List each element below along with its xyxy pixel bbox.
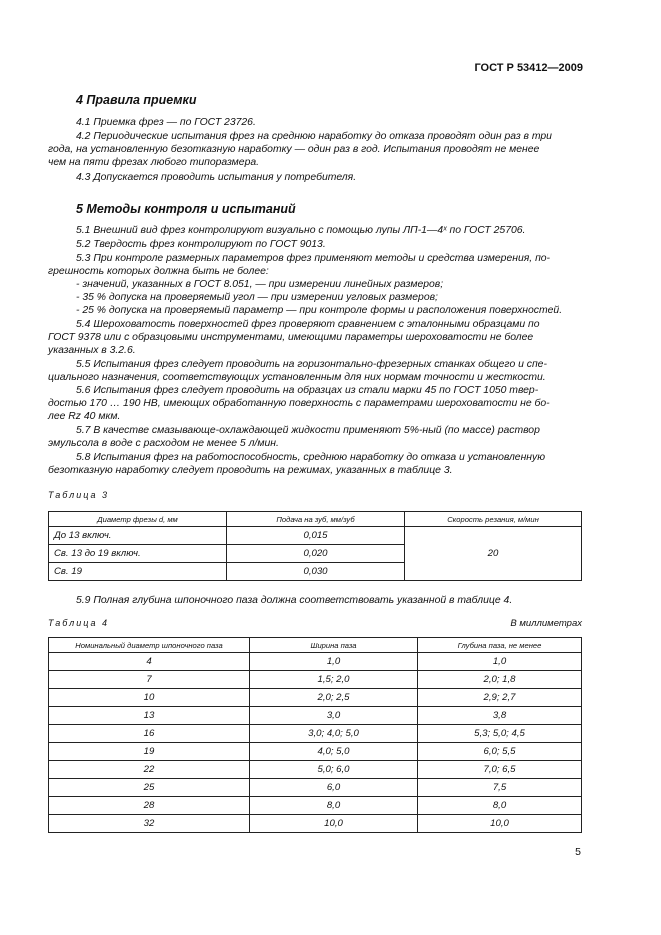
table-4-header: Номинальный диаметр шпоночного паза (49, 638, 250, 653)
section-4-paragraph: 4.3 Допускается проводить испытания у потребителя. (76, 172, 357, 183)
section-5-paragraph: лее Rz 40 мкм. (48, 411, 121, 422)
table-4-cell: 5,0; 6,0 (250, 761, 418, 779)
table-4-cell: 1,0 (418, 653, 582, 671)
table-4-cell: 10,0 (418, 815, 582, 833)
section-4-paragraph: 4.2 Периодические испытания фрез на среднюю наработку до отказа проводят один раз в три (76, 131, 552, 142)
table-row (49, 653, 582, 671)
table-3-header: Диаметр фрезы d, мм (49, 512, 227, 527)
table-3-speed-cell: 20 (405, 527, 582, 581)
table-4-cell: 28 (49, 797, 250, 815)
table-row (49, 671, 582, 689)
table-4-cell: 5,3; 5,0; 4,5 (418, 725, 582, 743)
section-5-paragraph: указанных в 3.2.6. (48, 345, 136, 356)
table-4-cell: 10,0 (250, 815, 418, 833)
section-4-title: 4 Правила приемки (76, 93, 197, 107)
section-5-paragraph: 5.8 Испытания фрез на работоспособность, среднюю наработку до отказа и установленную (76, 452, 546, 463)
section-5-list-item: - 25 % допуска на проверяемый параметр — при контроле формы и расположения поверхностей. (76, 305, 563, 316)
section-4-paragraph: 4.1 Приемка фрез — по ГОСТ 23726. (76, 117, 256, 128)
table-4-cell: 25 (49, 779, 250, 797)
table-4-cell: 4,0; 5,0 (250, 743, 418, 761)
section-5-paragraph: 5.1 Внешний вид фрез контролируют визуально с помощью лупы ЛП-1—4ˣ по ГОСТ 25706. (76, 225, 526, 236)
section-5-paragraph: грешность которых должна быть не более: (48, 266, 269, 277)
table-4-cell: 8,0 (418, 797, 582, 815)
table-3-header: Подача на зуб, мм/зуб (227, 512, 405, 527)
table-4-cell: 22 (49, 761, 250, 779)
table-4-cell: 8,0 (250, 797, 418, 815)
table-4-cell: 3,8 (418, 707, 582, 725)
table-row (49, 725, 582, 743)
table-row (49, 689, 582, 707)
section-5-paragraph: 5.7 В качестве смазывающе-охлаждающей жидкости применяют 5%-ный (по массе) раствор (76, 425, 540, 436)
table-4-cell: 3,0; 4,0; 5,0 (250, 725, 418, 743)
standard-header: ГОСТ Р 53412—2009 (474, 62, 583, 74)
section-5-paragraph: 5.4 Шероховатость поверхностей фрез проверяют сравнением с эталонными образцами по (76, 319, 540, 330)
table-4 (48, 637, 582, 833)
table-4-cell: 7,5 (418, 779, 582, 797)
table-4-caption: Таблица 4 (48, 618, 110, 628)
table-4-cell: 13 (49, 707, 250, 725)
table-4-cell: 19 (49, 743, 250, 761)
table-4-cell: 2,0; 1,8 (418, 671, 582, 689)
paragraph-5-9: 5.9 Полная глубина шпоночного паза должна соответствовать указанной в таблице 4. (76, 595, 513, 606)
table-4-cell: 10 (49, 689, 250, 707)
table-4-cell: 1,0 (250, 653, 418, 671)
section-5-paragraph: безотказную наработку следует проводить на режимах, указанных в таблице 3. (48, 465, 453, 476)
table-3-cell: 0,030 (227, 563, 405, 581)
table-row (49, 779, 582, 797)
table-3-caption: Таблица 3 (48, 490, 110, 500)
table-3-cell: До 13 включ. (49, 527, 227, 545)
section-5-title: 5 Методы контроля и испытаний (76, 202, 296, 216)
table-4-cell: 1,5; 2,0 (250, 671, 418, 689)
table-3-cell: 0,015 (227, 527, 405, 545)
table-row (49, 707, 582, 725)
table-4-cell: 7 (49, 671, 250, 689)
section-5-paragraph: достью 170 … 190 НВ, имеющих обработанную поверхность с параметрами шероховатости не бо- (48, 398, 550, 409)
table-row (49, 815, 582, 833)
table-4-cell: 6,0 (250, 779, 418, 797)
table-4-cell: 32 (49, 815, 250, 833)
table-4-units: В миллиметрах (510, 618, 582, 629)
table-4-header: Глубина паза, не менее (418, 638, 582, 653)
table-4-cell: 2,0; 2,5 (250, 689, 418, 707)
table-4-cell: 6,0; 5,5 (418, 743, 582, 761)
section-5-list-item: - значений, указанных в ГОСТ 8.051, — при измерении линейных размеров; (76, 279, 444, 290)
table-row (49, 761, 582, 779)
table-3-header: Скорость резания, м/мин (405, 512, 582, 527)
table-3-cell: Св. 19 (49, 563, 227, 581)
section-5-paragraph: 5.5 Испытания фрез следует проводить на горизонтально-фрезерных станках общего и спе- (76, 359, 547, 370)
section-5-paragraph: эмульсола в воде с расходом не менее 5 л/мин. (48, 438, 279, 449)
table-3-cell: Св. 13 до 19 включ. (49, 545, 227, 563)
table-3 (48, 511, 582, 581)
table-4-header: Ширина паза (250, 638, 418, 653)
table-4-cell: 3,0 (250, 707, 418, 725)
table-row (49, 743, 582, 761)
section-5-list-item: - 35 % допуска на проверяемый угол — при измерении угловых размеров; (76, 292, 438, 303)
section-5-paragraph: 5.3 При контроле размерных параметров фрез применяют методы и средства измерения, по- (76, 253, 551, 264)
section-4-paragraph: чем на пяти фрезах любого типоразмера. (48, 157, 260, 168)
section-5-paragraph: 5.6 Испытания фрез следует проводить на образцах из стали марки 45 по ГОСТ 1050 твер- (76, 385, 539, 396)
section-5-paragraph: циального назначения, соответствующих установленным для них нормам точности и жесткости. (48, 372, 546, 383)
table-4-cell: 16 (49, 725, 250, 743)
table-4-cell: 7,0; 6,5 (418, 761, 582, 779)
section-5-paragraph: ГОСТ 9378 или с образцовыми инструментами, имеющими параметры шероховатости не более (48, 332, 534, 343)
table-row (49, 527, 582, 545)
table-4-cell: 2,9; 2,7 (418, 689, 582, 707)
table-row (49, 797, 582, 815)
section-4-paragraph: года, на установленную безотказную наработку — один раз в год. Испытания проводят не менее (48, 144, 540, 155)
page-number: 5 (575, 846, 581, 858)
table-3-cell: 0,020 (227, 545, 405, 563)
table-4-cell: 4 (49, 653, 250, 671)
section-5-paragraph: 5.2 Твердость фрез контролируют по ГОСТ 9013. (76, 239, 326, 250)
